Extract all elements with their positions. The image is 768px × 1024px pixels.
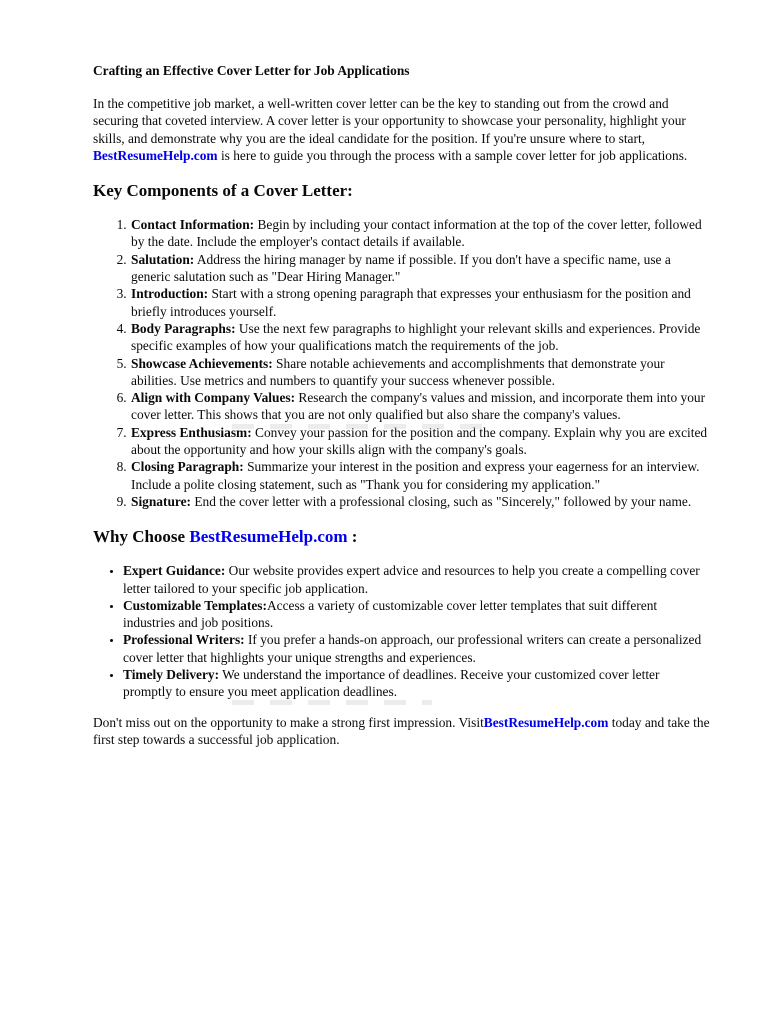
why-heading-after: : (347, 527, 358, 547)
item-term: Contact Information: (131, 217, 255, 233)
features-list (93, 562, 711, 700)
item-term: Timely Delivery: (123, 667, 220, 683)
closing-text-before: Don't miss out on the opportunity to make a strong first impression. Visit (93, 714, 484, 730)
item-desc: Address the hiring manager by name if possible. If you don't have a specific name, use a generic salutation such as "Dear Hiring Manager." (131, 251, 671, 285)
why-choose-section-heading (93, 526, 711, 547)
document-content (93, 62, 711, 748)
components-list (93, 216, 711, 510)
bestresumehelp-link-intro[interactable]: BestResumeHelp.com (93, 147, 218, 163)
item-term: Salutation: (131, 251, 195, 267)
item-desc: Share notable achievements and accomplishments that demonstrate your abilities. Use metrics and numbers to quantify your success whenever possible. (131, 355, 665, 388)
list-item (130, 216, 711, 251)
intro-text-after: is here to guide you through the process with a sample cover letter for job applications. (217, 147, 688, 163)
item-desc: End the cover letter with a professional closing, such as "Sincerely," followed by your name. (191, 493, 692, 509)
item-desc: Start with a strong opening paragraph that expresses your enthusiasm for the position and briefly introduces yourself. (131, 286, 691, 319)
item-desc: Summarize your interest in the position and express your eagerness for an interview. Include a polite closing statement, such as "Thank you for considering my application." (131, 459, 700, 492)
intro-text-before: In the competitive job market, a well-written cover letter can be the key to standing out from the crowd and securing that coveted interview. A cover letter is your opportunity to showcase your personality, highlight your skills, and demonstrate why you are the ideal candidate for the position. If you're unsure where to start, (93, 96, 686, 146)
item-term: Align with Company Values: (131, 390, 296, 406)
item-desc: Research the company's values and mission, and incorporate them into your cover letter. This shows that you are not only qualified but also share the company's values. (131, 390, 706, 423)
item-desc: We understand the importance of deadlines. Receive your customized cover letter promptly to ensure you meet application deadlines. (123, 667, 660, 700)
bestresumehelp-link-closing[interactable]: BestResumeHelp.com (483, 714, 609, 730)
item-term: Introduction: (131, 286, 209, 302)
item-desc: Use the next few paragraphs to highlight your relevant skills and experiences. Provide specific examples of how your qualifications match the requirements of the job. (131, 320, 701, 354)
closing-text-after: today and take the first step towards a successful job application. (93, 714, 710, 747)
list-item (123, 562, 711, 597)
item-term: Customizable Templates: (123, 597, 267, 613)
item-term: Expert Guidance: (123, 563, 226, 579)
list-item (130, 320, 711, 355)
list-item (130, 389, 711, 424)
item-term: Signature: (131, 493, 192, 509)
item-desc: Begin by including your contact information at the top of the cover letter, followed by the date. Include the employer's contact details if available. (131, 217, 702, 250)
document-title: Crafting an Effective Cover Letter for Job Applications (93, 63, 410, 78)
item-desc: Convey your passion for the position and the company. Explain why you are excited about the opportunity and how your skills align with the company's goals. (131, 424, 708, 458)
list-item (123, 597, 711, 632)
list-item (123, 631, 711, 666)
item-term: Professional Writers: (123, 632, 245, 648)
list-item (130, 493, 711, 510)
why-heading-before: Why Choose (93, 527, 190, 547)
item-desc: Our website provides expert advice and resources to help you create a compelling cover letter tailored to your specific job application. (123, 563, 700, 596)
item-term: Express Enthusiasm: (131, 424, 252, 440)
list-item (130, 285, 711, 320)
item-desc: Access a variety of customizable cover letter templates that suit different industries and job positions. (123, 597, 658, 631)
item-term: Showcase Achievements: (131, 355, 273, 371)
list-item (130, 355, 711, 390)
item-term: Body Paragraphs: (131, 320, 236, 336)
components-section-heading: Key Components of a Cover Letter: (93, 181, 353, 201)
list-item (130, 458, 711, 493)
list-item (123, 666, 711, 701)
bestresumehelp-link-heading[interactable]: BestResumeHelp.com (189, 527, 348, 547)
list-item (130, 424, 711, 459)
intro-paragraph (93, 95, 711, 164)
closing-paragraph (93, 714, 711, 749)
list-item (130, 251, 711, 286)
item-desc: If you prefer a hands-on approach, our professional writers can create a personalized cover letter that highlights your unique strengths and experiences. (123, 632, 702, 665)
item-term: Closing Paragraph: (131, 459, 244, 475)
